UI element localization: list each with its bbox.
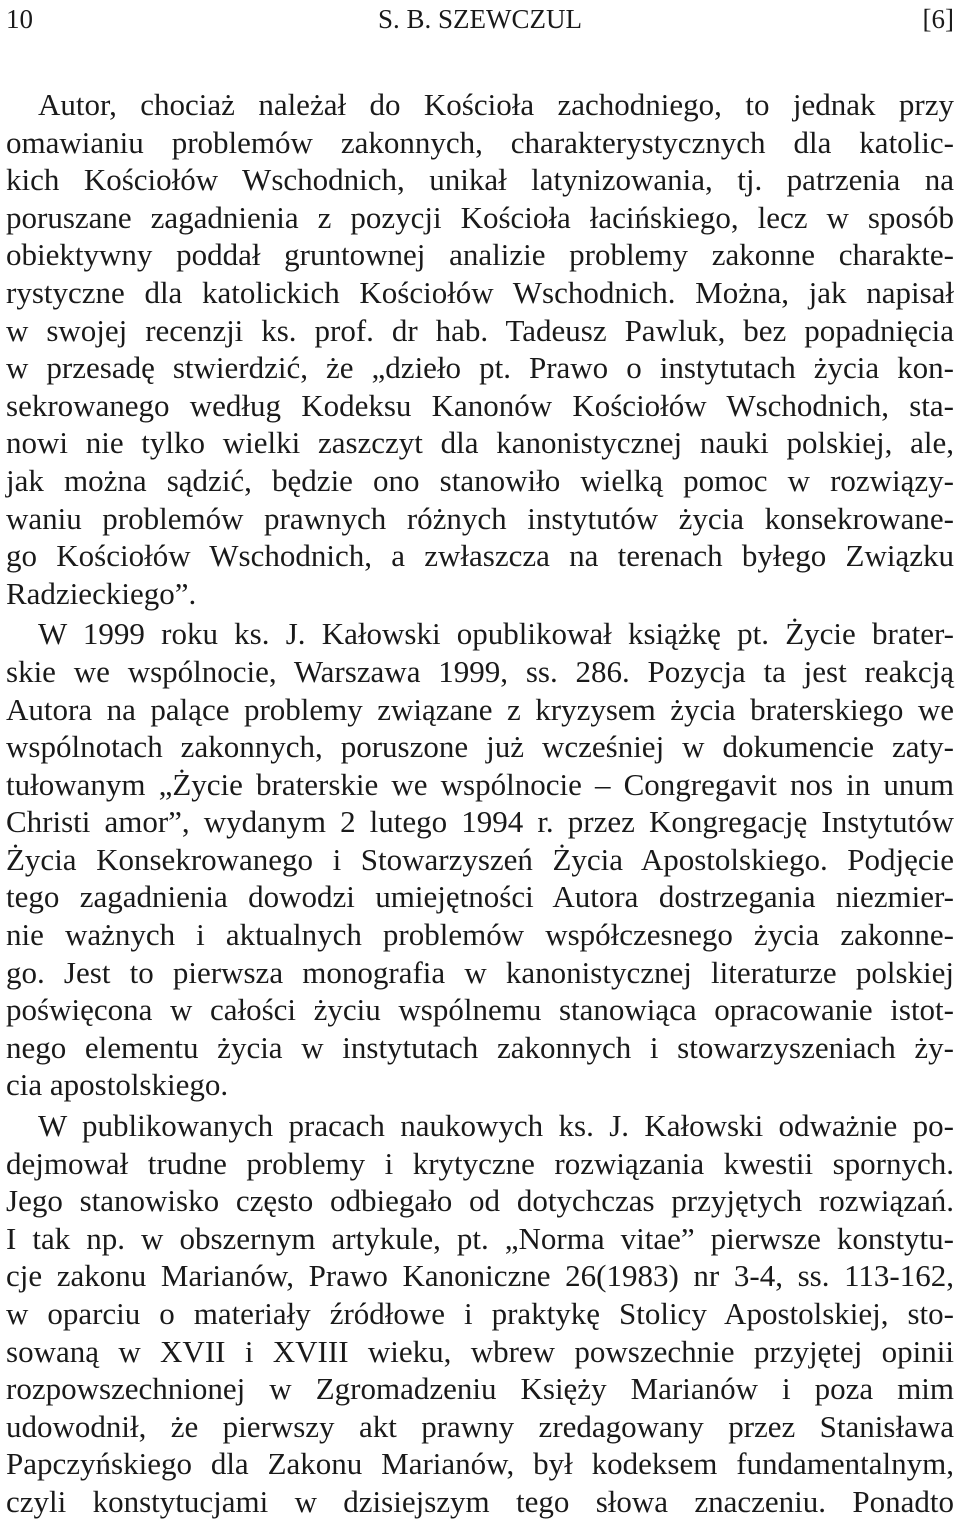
text-line: nego elementu życia w instytutach zakonnych i stowarzyszeniach ży- xyxy=(6,1029,954,1065)
text-line: I tak np. w obszernym artykule, pt. „Norma vitae” pierwsze konstytu- xyxy=(6,1220,954,1256)
text-line: rozpowszechnionej w Zgromadzeniu Księży Marianów i poza mim xyxy=(6,1371,954,1407)
page-number: 10 xyxy=(6,4,33,34)
text-line: Życia Konsekrowanego i Stowarzyszeń Życia Apostolskiego. Podjęcie xyxy=(6,841,954,877)
text-line: omawianiu problemów zakonnych, charakterystycznych dla katolic- xyxy=(6,124,954,160)
text-line: w swojej recenzji ks. prof. dr hab. Tadeusz Pawluk, bez popadnięcia xyxy=(6,312,954,348)
text-line: nie ważnych i aktualnych problemów współczesnego życia zakonne- xyxy=(6,917,954,953)
text-line: Autora na palące problemy związane z kryzysem życia braterskiego we xyxy=(6,691,954,727)
text-line: czyli konstytucjami w dzisiejszym tego słowa znaczeniu. Ponadto xyxy=(6,1483,954,1519)
text-line: udowodnił, że pierwszy akt prawny zredagowany przez Stanisława xyxy=(6,1408,954,1444)
text-line: Jego stanowisko często odbiegało od dotychczas przyjętych rozwiązań. xyxy=(6,1183,954,1219)
text-line: tego zagadnienia dowodzi umiejętności Autora dostrzegania niezmier- xyxy=(6,879,954,915)
text-line: cje zakonu Marianów, Prawo Kanoniczne 26(1983) nr 3-4, ss. 113-162, xyxy=(6,1258,954,1294)
text-line: Autor, chociaż należał do Kościoła zachodniego, to jednak przy xyxy=(38,87,954,122)
text-line: dejmował trudne problemy i krytyczne rozwiązania kwestii spornych. xyxy=(6,1145,954,1181)
text-line: sekrowanego według Kodeksu Kanonów Kościołów Wschodnich, sta- xyxy=(6,387,954,423)
text-line: rystyczne dla katolickich Kościołów Wschodnich. Można, jak napisał xyxy=(6,274,954,310)
text-line: nowi nie tylko wielki zaszczyt dla kanonistycznej nauki polskiej, ale, xyxy=(6,425,954,461)
text-line: go. Jest to pierwsza monografia w kanonistycznej literaturze polskiej xyxy=(6,954,954,990)
body-text xyxy=(6,86,954,1521)
text-line: tułowanym „Życie braterskie we wspólnocie – Congregavit nos in unum xyxy=(6,766,954,802)
section-number: [6] xyxy=(922,4,954,34)
text-line: waniu problemów prawnych różnych instytutów życia konsekrowane- xyxy=(6,500,954,536)
text-line: W publikowanych pracach naukowych ks. J. Kałowski odważnie po- xyxy=(38,1108,954,1144)
text-line: cia apostolskiego. xyxy=(6,1067,229,1103)
running-header xyxy=(6,2,954,36)
text-line: obiektywny poddał gruntownej analizie problemy zakonne charakte- xyxy=(6,237,954,273)
text-line: W 1999 roku ks. J. Kałowski opublikował książkę pt. Życie brater- xyxy=(38,616,954,652)
running-head-author: S. B. SZEWCZUL xyxy=(377,4,582,34)
text-line: w oparciu o materiały źródłowe i praktykę Stolicy Apostolskiej, sto- xyxy=(6,1296,954,1331)
text-line: poruszane zagadnienia z pozycji Kościoła łacińskiego, lecz w sposób xyxy=(6,199,954,235)
text-line: poświęcona w całości życiu wspólnemu stanowiąca opracowanie istot- xyxy=(6,992,954,1028)
text-line: kich Kościołów Wschodnich, unikał latynizowania, tj. patrzenia na xyxy=(6,162,954,198)
text-line: Christi amor”, wydanym 2 lutego 1994 r. przez Kongregację Instytutów xyxy=(6,804,954,840)
text-line: sowaną w XVII i XVIII wieku, wbrew powszechnie przyjętej opinii xyxy=(6,1333,954,1369)
text-line: Papczyńskiego dla Zakonu Marianów, był kodeksem fundamentalnym, xyxy=(6,1446,954,1482)
text-line: wspólnotach zakonnych, poruszone już wcześniej w dokumencie zaty- xyxy=(6,729,954,765)
text-line: jak można sądzić, będzie ono stanowiło wielką pomoc w rozwiązy- xyxy=(6,462,954,498)
text-line: skie we wspólnocie, Warszawa 1999, ss. 286. Pozycja ta jest reakcją xyxy=(6,653,954,689)
text-line: go Kościołów Wschodnich, a zwłaszcza na terenach byłego Związku xyxy=(6,538,954,574)
text-line: w przesadę stwierdzić, że „dzieło pt. Prawo o instytutach życia kon- xyxy=(6,350,954,386)
text-line: Radzieckiego”. xyxy=(6,575,197,611)
